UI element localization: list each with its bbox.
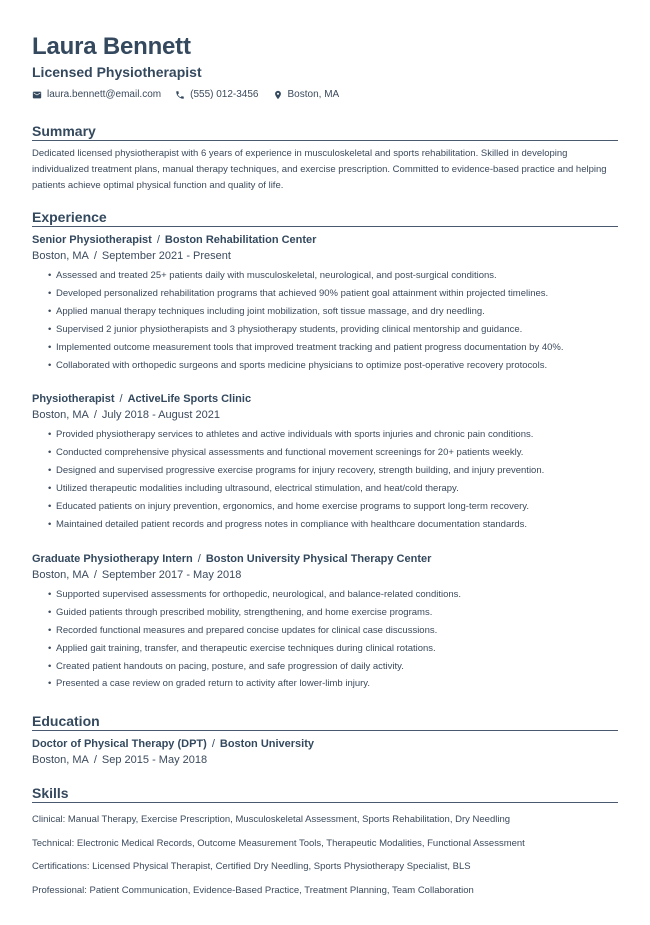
job-org: Boston Rehabilitation Center (164, 234, 317, 246)
bullet-item: • Applied gait training, transfer, and therapeutic exercise techniques during clinical rotations. (56, 640, 618, 658)
bullet-item: • Created patient handouts on pacing, posture, and safe progression of daily activity. (56, 658, 618, 676)
bullet-item: • Guided patients through prescribed mobility, strengthening, and home exercise programs. (56, 604, 618, 622)
bullet-item: • Supported supervised assessments for orthopedic, neurological, and balance-related conditions. (56, 586, 618, 604)
bullet-item: • Recorded functional measures and prepared concise updates for clinical case discussions. (56, 622, 618, 640)
job-bullets (32, 426, 618, 533)
education-dates: Sep 2015 - May 2018 (101, 754, 208, 767)
summary-text: Dedicated licensed physiotherapist with 6 years of experience in musculoskeletal and sports rehabilitation. Skilled in developing individualized treatment plans, manual therapy techniques, and exercise prescription. Committed to evidence-based practice and helping patients achieve optimal physical function and quality of life. (32, 148, 607, 191)
map-pin-icon (273, 90, 283, 100)
education-meta (32, 753, 618, 768)
separator: / (156, 234, 160, 246)
job-role: Graduate Physiotherapy Intern (32, 552, 193, 565)
bullet-item: • Presented a case review on graded return to activity after lower-limb injury. (56, 675, 618, 693)
candidate-name: Laura Bennett (32, 33, 191, 60)
job-meta (32, 568, 618, 583)
job-dates: September 2017 - May 2018 (101, 568, 242, 581)
job-dates: September 2021 - Present (101, 250, 231, 262)
degree: Doctor of Physical Therapy (DPT) (32, 738, 207, 751)
skill-line: Technical: Electronic Medical Records, Outcome Measurement Tools, Therapeutic Modalities, Functional Assessment (32, 837, 525, 849)
envelope-icon (32, 90, 42, 100)
resume-page (32, 33, 618, 902)
separator: / (93, 409, 97, 422)
location-text: Boston, MA (287, 89, 340, 100)
job-location: Boston, MA (32, 409, 89, 422)
resume-header (32, 33, 618, 102)
job-bullets (32, 267, 618, 374)
skills-list (32, 808, 618, 902)
separator: / (197, 552, 201, 565)
phone-text: (555) 012-3456 (190, 89, 259, 100)
separator: / (211, 738, 215, 751)
skill-line: Clinical: Manual Therapy, Exercise Prescription, Musculoskeletal Assessment, Sports Rehabilitation, Dry Needling (32, 814, 511, 826)
bullet-item: • Supervised 2 junior physiotherapists and 3 physiotherapy students, providing clinical mentorship and guidance. (56, 321, 618, 339)
phone-icon (175, 90, 185, 100)
skill-line: Certifications: Licensed Physical Therapist, Certified Dry Needling, Sports Physiotherapy Specialist, BLS (32, 861, 471, 873)
email-text: laura.bennett@email.com (47, 89, 162, 100)
bullet-item: • Maintained detailed patient records and progress notes in compliance with healthcare documentation standards. (56, 516, 618, 534)
experience-heading: Experience (32, 209, 618, 227)
job-entry (32, 233, 618, 374)
contact-phone[interactable] (175, 88, 258, 102)
job-org: Boston University Physical Therapy Center (205, 552, 432, 565)
bullet-item: • Applied manual therapy techniques including joint mobilization, soft tissue massage, and dry needling. (56, 303, 618, 321)
job-heading (32, 552, 618, 567)
school: Boston University (219, 738, 315, 751)
bullet-item: • Conducted comprehensive physical assessments and functional movement screenings for 20+ patients weekly. (56, 444, 618, 462)
education-heading: Education (32, 713, 618, 731)
job-bullets (32, 586, 618, 693)
job-location: Boston, MA (32, 250, 89, 262)
job-role: Senior Physiotherapist (32, 234, 152, 246)
job-entry (32, 392, 618, 533)
job-meta (32, 249, 618, 264)
contact-location (273, 88, 340, 102)
bullet-item: • Implemented outcome measurement tools that improved treatment tracking and patient progress documentation by 40%. (56, 339, 618, 357)
skills-section (32, 785, 618, 902)
separator: / (93, 250, 97, 262)
job-heading (32, 392, 618, 407)
summary-heading: Summary (32, 123, 618, 141)
job-heading (32, 233, 618, 248)
experience-section (32, 209, 618, 693)
job-org: ActiveLife Sports Clinic (127, 393, 252, 406)
job-role: Physiotherapist (32, 393, 115, 406)
bullet-item: • Utilized therapeutic modalities including ultrasound, electrical stimulation, and heat/cold therapy. (56, 480, 618, 498)
education-entry (32, 737, 618, 768)
bullet-item: • Provided physiotherapy services to athletes and active individuals with sports injuries and chronic pain conditions. (56, 426, 618, 444)
job-entry (32, 552, 618, 693)
bullet-item: • Developed personalized rehabilitation programs that achieved 90% patient goal attainment within projected timelines. (56, 285, 618, 303)
separator: / (93, 568, 97, 581)
skills-heading: Skills (32, 785, 618, 803)
summary-section (32, 123, 618, 194)
job-meta (32, 408, 618, 423)
bullet-item: • Designed and supervised progressive exercise programs for injury recovery, strength building, and injury prevention. (56, 462, 618, 480)
separator: / (119, 393, 123, 406)
bullet-item: • Collaborated with orthopedic surgeons and sports medicine physicians to optimize post-operative recovery protocols. (56, 357, 618, 375)
skill-line: Professional: Patient Communication, Evidence-Based Practice, Treatment Planning, Team Collaboration (32, 884, 474, 896)
contact-row (32, 88, 618, 102)
job-dates: July 2018 - August 2021 (101, 409, 220, 422)
education-location: Boston, MA (32, 754, 89, 767)
bullet-item: • Assessed and treated 25+ patients daily with musculoskeletal, neurological, and post-surgical conditions. (56, 267, 618, 285)
separator: / (93, 754, 97, 767)
education-section (32, 713, 618, 768)
candidate-title: Licensed Physiotherapist (32, 64, 202, 80)
contact-email[interactable] (32, 88, 161, 102)
job-location: Boston, MA (32, 568, 89, 581)
bullet-item: • Educated patients on injury prevention, ergonomics, and home exercise programs to support long-term recovery. (56, 498, 618, 516)
education-heading-line (32, 737, 618, 752)
